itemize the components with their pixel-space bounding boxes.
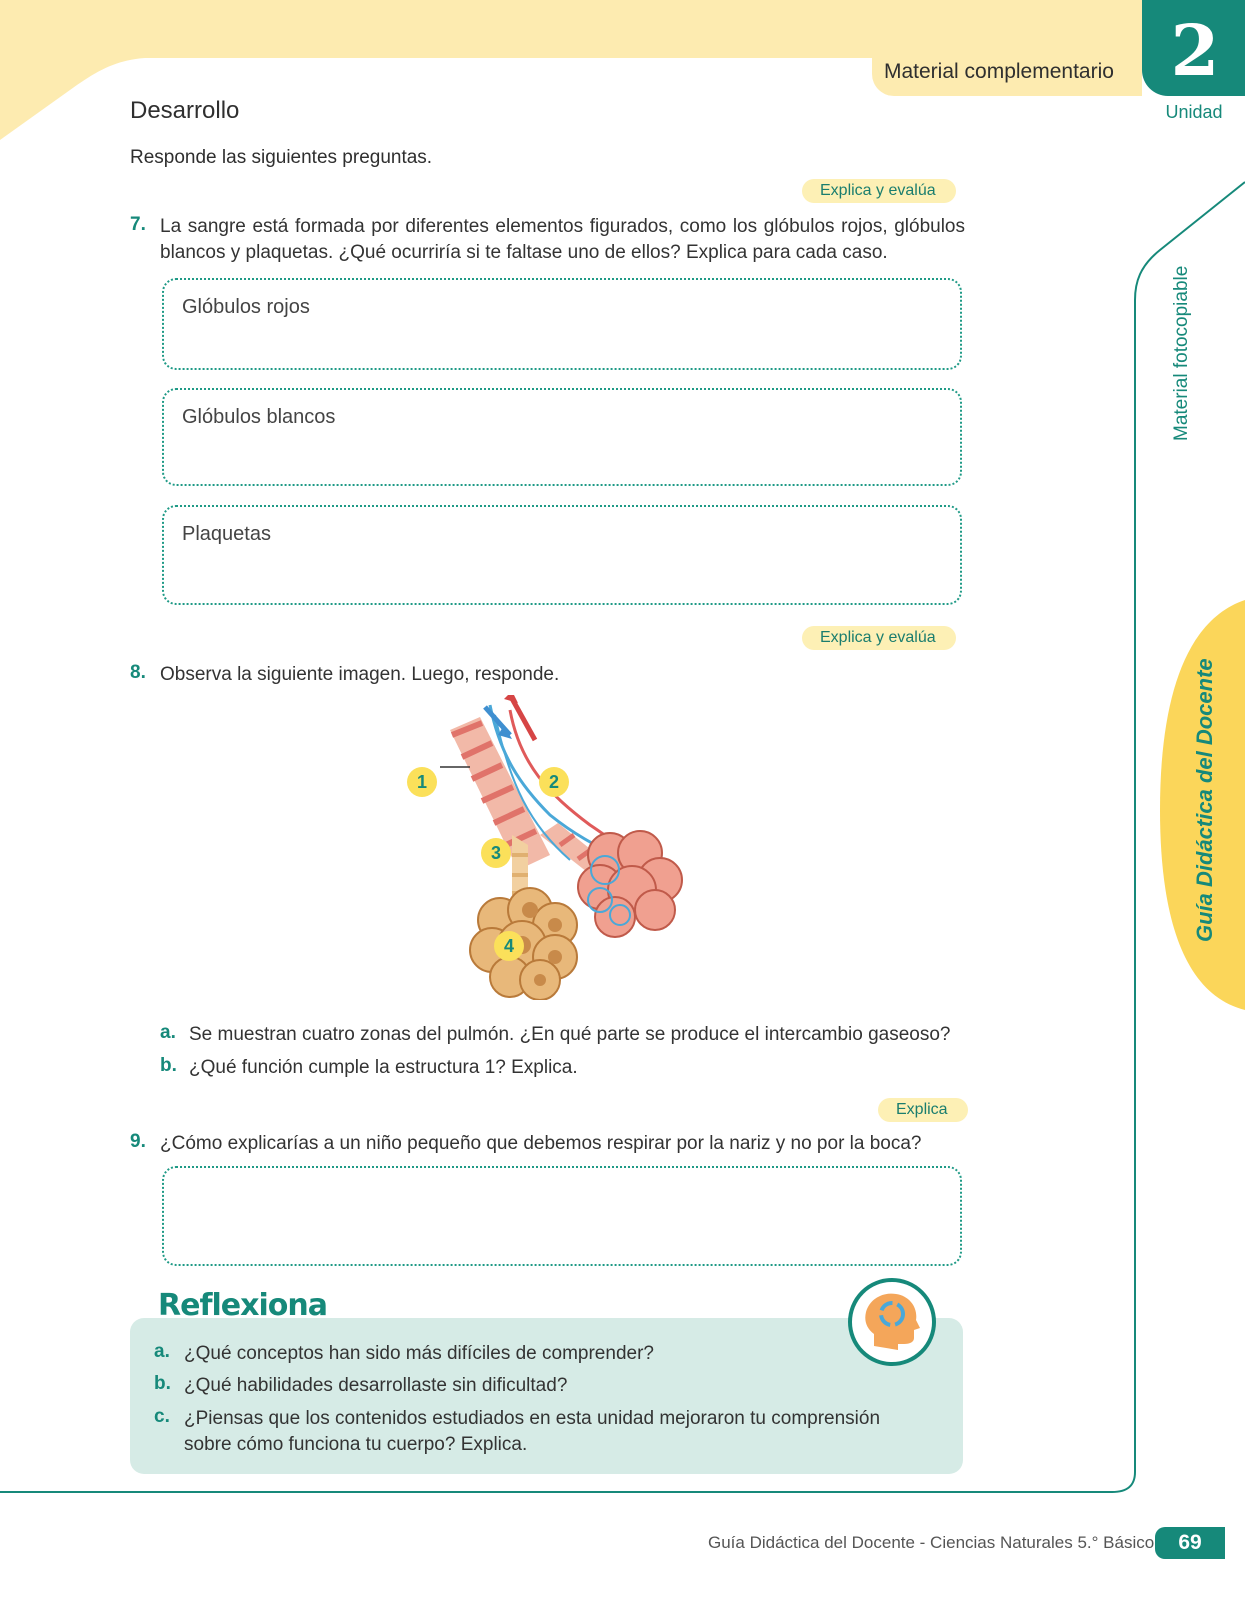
footer-text: Guía Didáctica del Docente - Ciencias Naturales 5.° Básico [708, 1533, 1155, 1552]
unit-label: Unidad [1165, 102, 1223, 122]
skill-badge-q9: Explica [878, 1098, 968, 1122]
answer-box-q9[interactable] [162, 1166, 962, 1266]
skill-badge-q7: Explica y evalúa [802, 179, 956, 203]
subquestion-a-text: Se muestran cuatro zonas del pulmón. ¿En qué parte se produce el intercambio gaseoso? [189, 1024, 951, 1045]
answer-box-label: Glóbulos blancos [182, 406, 336, 428]
question-7-line2: blancos y plaquetas. ¿Qué ocurriría si te faltase uno de ellos? Explica para cada caso. [160, 242, 888, 263]
answer-box-platelets[interactable] [162, 505, 962, 605]
instructions: Responde las siguientes preguntas. [130, 147, 433, 168]
reflexiona-item-c-line2: sobre cómo funciona tu cuerpo? Explica. [184, 1434, 528, 1455]
answer-box-white-cells[interactable] [162, 388, 962, 486]
subquestion-b-text: ¿Qué función cumple la estructura 1? Explica. [189, 1057, 578, 1078]
sidebar-guide-label: Guía Didáctica del Docente [1192, 658, 1217, 942]
diagram-label-4: 4 [494, 931, 524, 961]
page-number: 69 [1155, 1527, 1225, 1559]
sidebar-photocopy-label: Material fotocopiable [1171, 265, 1192, 441]
reflexiona-letter-a: a. [154, 1341, 170, 1362]
answer-box-red-cells[interactable] [162, 278, 962, 370]
subquestion-letter-b: b. [160, 1055, 177, 1076]
skill-badge-q8: Explica y evalúa [802, 626, 956, 650]
diagram-label-2: 2 [539, 767, 569, 797]
answer-box-label: Glóbulos rojos [182, 296, 310, 318]
question-number-7: 7. [130, 214, 146, 235]
reflexiona-title: Reflexiona [158, 1288, 327, 1323]
reflexiona-item-c-line1: ¿Piensas que los contenidos estudiados en esta unidad mejoraron tu comprensión [184, 1408, 881, 1429]
answer-box-label: Plaquetas [182, 523, 271, 545]
head-reflection-icon [846, 1276, 938, 1368]
question-number-9: 9. [130, 1131, 146, 1152]
lung-alveoli-illustration [400, 695, 700, 1000]
question-8-text: Observa la siguiente imagen. Luego, responde. [160, 664, 560, 685]
header-title: Material complementario [884, 60, 1114, 83]
question-number-8: 8. [130, 662, 146, 683]
reflexiona-letter-b: b. [154, 1373, 171, 1394]
question-9-text: ¿Cómo explicarías a un niño pequeño que debemos respirar por la nariz y no por la boca? [160, 1133, 922, 1154]
unit-number: 2 [1170, 9, 1220, 92]
diagram-label-3: 3 [481, 838, 511, 868]
subquestion-letter-a: a. [160, 1022, 176, 1043]
reflexiona-item-a: ¿Qué conceptos han sido más difíciles de comprender? [184, 1343, 654, 1364]
reflexiona-letter-c: c. [154, 1406, 170, 1427]
reflexiona-item-b: ¿Qué habilidades desarrollaste sin dificultad? [184, 1375, 568, 1396]
question-7-line1: La sangre está formada por diferentes elementos figurados, como los glóbulos rojos, glóbulos [160, 216, 965, 237]
section-title: Desarrollo [130, 97, 240, 124]
diagram-label-1: 1 [407, 767, 437, 797]
